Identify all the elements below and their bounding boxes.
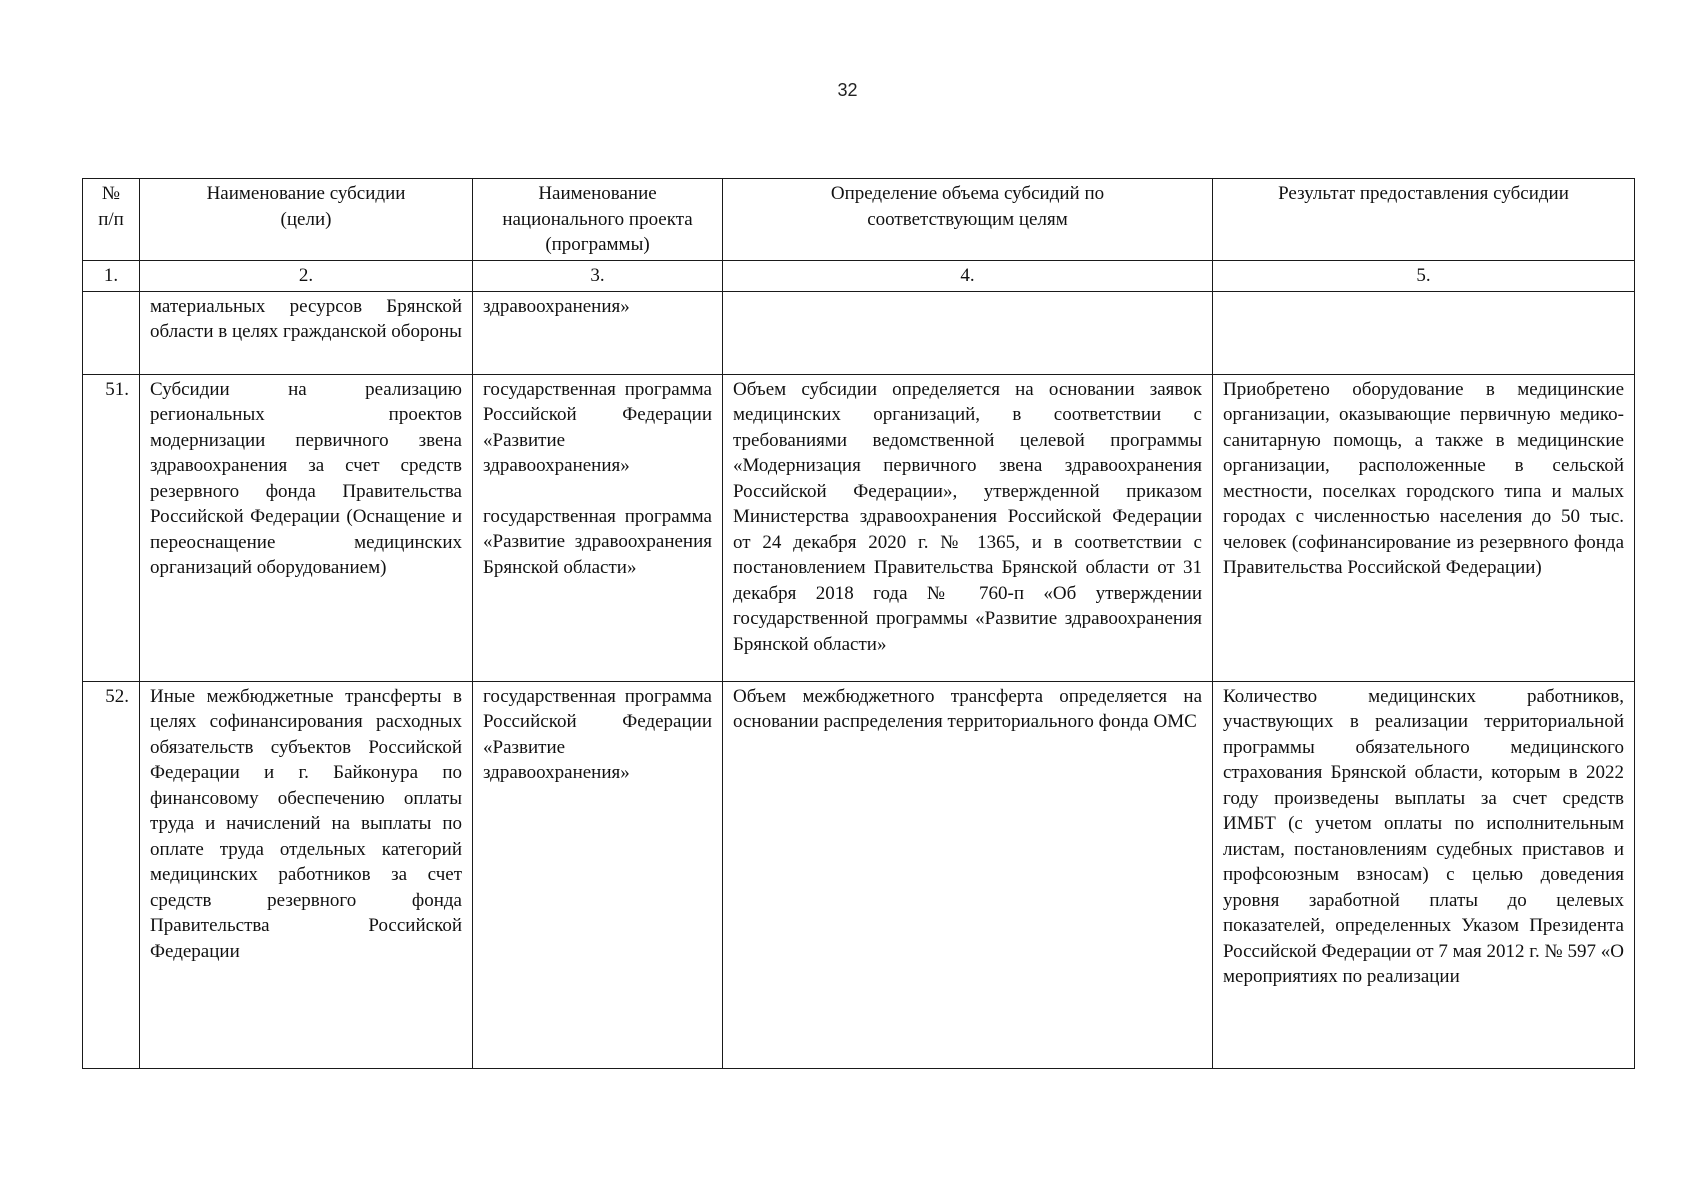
header-national-project: Наименование национального проекта (программы) [473, 179, 723, 261]
subsidy-name: Субсидии на реализацию региональных проектов модернизации первичного звена здравоохранения за счет средств резервного фонда Правительства Российской Федерации (Оснащение и переоснащение медицинских организаций оборудованием) [140, 374, 473, 681]
subsidy-name: материальных ресурсов Брянской области в целях гражданской обороны [140, 291, 473, 374]
national-project-federal: государственная программа Российской Федерации «Развитие здравоохранения» [483, 378, 712, 476]
page-number: 32 [837, 80, 858, 100]
table-row [83, 374, 1635, 681]
row-number: 52. [83, 681, 140, 1068]
subsidy-result: Приобретено оборудование в медицинские организации, оказывающие первичную медико-санитарную помощь, а также в медицинские организации, расположенные в сельской местности, поселках городского типа и малых городах с численностью населения до 50 тыс. человек (софинансирование из резервного фонда Правительства Российской Федерации) [1213, 374, 1635, 681]
header-result: Результат предоставления субсидии [1213, 179, 1635, 261]
table-row [83, 291, 1635, 374]
subsidies-table [82, 178, 1635, 1069]
subsidy-result [1213, 291, 1635, 374]
volume-definition: Объем субсидии определяется на основании заявок медицинских организаций, в соответствии с требованиями ведомственной целевой программы «Модернизация первичного звена здравоохранения Российской Федерации», утвержденной приказом Министерства здравоохранения Российской Федерации от 24 декабря 2020 г. № 1365, и в соответствии с постановлением Правительства Брянской области от 31 декабря 2018 года № 760-п «Об утверждении государственной программы «Развитие здравоохранения Брянской области» [723, 374, 1213, 681]
national-project-regional: государственная программа «Развитие здравоохранения Брянской области» [483, 505, 712, 578]
volume-definition: Объем межбюджетного трансферта определяется на основании распределения территориального фонда ОМС [723, 681, 1213, 1068]
header-volume-definition: Определение объема субсидий по соответствующим целям [723, 179, 1213, 261]
column-numbers-row [83, 260, 1635, 291]
header-number: № п/п [83, 179, 140, 261]
row-number: 51. [83, 374, 140, 681]
column-number-2: 2. [140, 260, 473, 291]
subsidy-name: Иные межбюджетные трансферты в целях софинансирования расходных обязательств субъектов Российской Федерации и г. Байконура по финансовому обеспечению оплаты труда и начислений на выплаты по оплате труда отдельных категорий медицинских работников за счет средств резервного фонда Правительства Российской Федерации [140, 681, 473, 1068]
volume-definition [723, 291, 1213, 374]
subsidy-result: Количество медицинских работников, участвующих в реализации территориальной программы обязательного медицинского страхования Брянской области, которым в 2022 году произведены выплаты за счет средств ИМБТ (с учетом оплаты по исполнительным листам, постановлениям судебных приставов и профсоюзным взносам) с целью доведения уровня заработной платы до целевых показателей, определенных Указом Президента Российской Федерации от 7 мая 2012 г. № 597 «О мероприятиях по реализации [1213, 681, 1635, 1068]
column-number-1: 1. [83, 260, 140, 291]
paragraph-gap [483, 479, 712, 504]
header-subsidy-name: Наименование субсидии (цели) [140, 179, 473, 261]
national-project: государственная программа Российской Федерации «Развитие здравоохранения» [473, 681, 723, 1068]
national-project: здравоохранения» [473, 291, 723, 374]
column-number-3: 3. [473, 260, 723, 291]
column-number-4: 4. [723, 260, 1213, 291]
row-number [83, 291, 140, 374]
national-project [473, 374, 723, 681]
table-header-row [83, 179, 1635, 261]
column-number-5: 5. [1213, 260, 1635, 291]
table-row [83, 681, 1635, 1068]
